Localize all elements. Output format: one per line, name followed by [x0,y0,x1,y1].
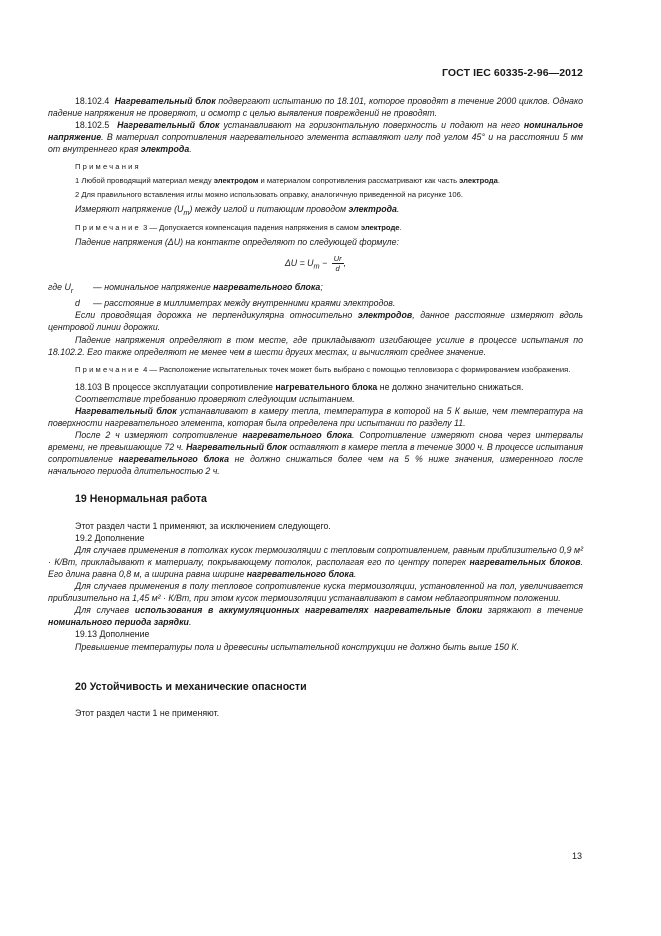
section-20-text: Этот раздел части 1 не применяют. [75,707,220,718]
compliance-paragraph: Соответствие требованию проверяют следующим испытанием. [75,393,355,404]
page-content [48,95,583,719]
fraction-numerator: Ur [333,254,342,264]
clause-18-102-5 [48,119,583,155]
measure-voltage [48,203,583,219]
clause-18-102-4 [48,95,583,119]
note-4 [48,364,583,375]
note-text: 4 — Расположение испытательных точек может быть выбрано с помощью тепловизора с формированием изображения. [140,364,571,374]
para-text: Для случаев [75,605,135,616]
fraction-denominator: d [335,264,340,274]
bold-term: нагревательного блока [275,381,378,392]
clause-19-13-heading: 19.13 Дополнение [75,629,150,640]
bold-term: Нагревательный блок [114,96,216,106]
note-3 [48,222,583,233]
clause-19-13-text: Превышение температуры пола и древесины испытательной конструкции не должно быть выше 150 К. [75,641,520,652]
voltage-drop-intro: Падение напряжения (ΔU) на контакте определяют по следующей формуле: [75,237,399,248]
note-2: 2 Для правильного вставления иглы можно использовать оправку, аналогичную приведенной на рисунке 106. [75,190,463,200]
section-19-title: 19 Ненормальная работа [75,493,207,506]
document-code-header: ГОСТ IEC 60335-2-96—2012 [441,67,583,79]
definition-text [93,281,583,297]
definition-term: d [75,298,80,309]
clause-number: 18.102.5 [75,120,110,131]
para-text: , данное расстояние измеряют вдоль центровой линии дорожки. [48,310,583,333]
clause-number: 18.102.4 [75,96,110,106]
bold-term: нагревательного блока [242,430,353,441]
bold-term: электрода [459,176,498,186]
formula-definitions [48,281,583,309]
bold-term: номинального периода зарядки [48,617,189,628]
bold-term: электродом [213,176,259,186]
para-text: После 2 ч измеряют сопротивление [75,430,243,441]
clause-number: 18.103 [75,381,102,392]
bold-term: электроде [360,223,400,233]
section-19-intro: Этот раздел части 1 применяют, за исключением следующего. [75,520,331,531]
chamber-paragraph [48,405,583,429]
para-text: . Сопротивление измеряют снова через интервалы времени, не превышающие 72 ч. [48,430,583,453]
para-text: устанавливают в камеру тепла, температура в которой на 5 К выше, чем температура на поверхности нагревательного элемента, которая была определена при испытании по разделу 11. [48,405,584,428]
clause-text: . [189,144,192,155]
bold-term: нагревательного блока [118,454,229,465]
after-2h-paragraph [48,429,583,477]
ceiling-paragraph [48,544,583,580]
definition-term [48,281,93,297]
para-text: оставляют в камере тепла в течение 3000 ч. В процессе испытания сопротивление [48,442,583,465]
bold-term: Нагревательный блок [186,442,287,453]
note-text: и материалом сопротивления рассматривают как часть [258,176,460,186]
clause-text: . В материал сопротивления нагревательного элемента вставляют иглу под углом 45° и на расстоянии 5 мм от внутреннего края [48,132,583,155]
para-text: . [188,617,192,628]
para-text: заряжают в течение [482,605,583,616]
para-text: . [353,568,357,579]
note-text: . [497,176,500,186]
def-text: — номинальное напряжение [93,282,214,293]
formula-lhs: ΔU = U [284,258,314,269]
para-text: Для случаев применения в потолках кусок термоизоляции с тепловым сопротивлением, равным приблизительно 0,9 м² · К/Вт, прикладывают к материалу, покрывающему потолок, располагая его по центру поперек [48,544,583,567]
clause-text: не должно значительно снижаться. [377,381,524,392]
bold-term: Нагревательный блок [75,405,177,416]
note-text: 3 — Допускается компенсация падения напряжения в самом [140,223,361,233]
bold-term: использования в аккумуляционных нагревателях нагревательные блоки [134,605,483,616]
note-label: Примечание [75,364,141,374]
bold-term: электродов [357,310,413,321]
bold-term: Нагревательный блок [117,120,220,131]
bold-term: нагревательного блока [246,568,354,579]
note-1 [48,175,583,186]
def-text: ; [320,282,323,293]
page-number: 13 [572,851,583,861]
bold-term: нагревательного блока [213,282,321,293]
clause-18-103 [48,381,583,393]
term-text: где U [48,282,71,293]
bold-term: электрода [140,144,190,155]
note-text: . [399,223,402,233]
bold-term: электрода [348,204,397,215]
para-text: Если проводящая дорожка не перпендикулярна относительно [75,310,358,321]
subscript: m [183,208,190,218]
accumulation-paragraph [48,604,583,628]
subscript: r [70,286,74,296]
bold-term: номинальное напряжение [48,120,584,143]
formula-fraction [332,254,347,274]
formula-operator: − [319,258,330,269]
definition-text: — расстояние в миллиметрах между внутренними краями электродов. [93,298,396,309]
bold-term: нагревательных блоков [469,556,581,567]
subscript: m [313,261,320,271]
clause-19-2-heading: 19.2 Дополнение [75,532,145,543]
notes-title: Примечания [75,162,141,172]
para-text: . Его длина равна 0,8 м, а ширина равна ширине [48,556,583,579]
para-text: не должно снижаться более чем на 5 % ниже значения, измеренного после начального периода длительностью 2 ч. [48,454,583,477]
note-label: Примечание [75,223,141,233]
clause-text: устанавливают на горизонтальную поверхность и подают на него [219,120,524,131]
measure-text: Измеряют напряжение (U [75,204,184,215]
measure-text: . [396,204,400,215]
note-text: 1 Любой проводящий материал между [75,176,214,186]
clause-text: подвергают испытанию по 18.101, которое проводят в течение 2000 циклов. Однако падение напряжения не проверяют, и осмотр с целью выявления повреждений не проводят. [48,96,583,119]
drop-location-paragraph: Падение напряжения определяют в том месте, где прикладывают изгибающее усилие в процессе испытания по 18.102.2. Его также определяют не менее чем в шести других местах, и вычисляют среднее значение. [48,334,583,357]
formula-end: , [343,258,347,269]
track-paragraph [48,309,583,333]
voltage-drop-formula [48,254,583,273]
floor-paragraph: Для случаев применения в полу тепловое сопротивление куска термоизоляции, установленной на пол, увеличивается приблизительно на 1,45 м² · К/Вт, при этом кусок термоизоляции устанавливают в самом неблагоприятном положении. [48,581,583,604]
measure-text: ) между иглой и питающим проводом [189,204,349,215]
section-20-title: 20 Устойчивость и механические опасности [75,680,307,693]
clause-text: В процессе эксплуатации сопротивление [101,381,276,392]
